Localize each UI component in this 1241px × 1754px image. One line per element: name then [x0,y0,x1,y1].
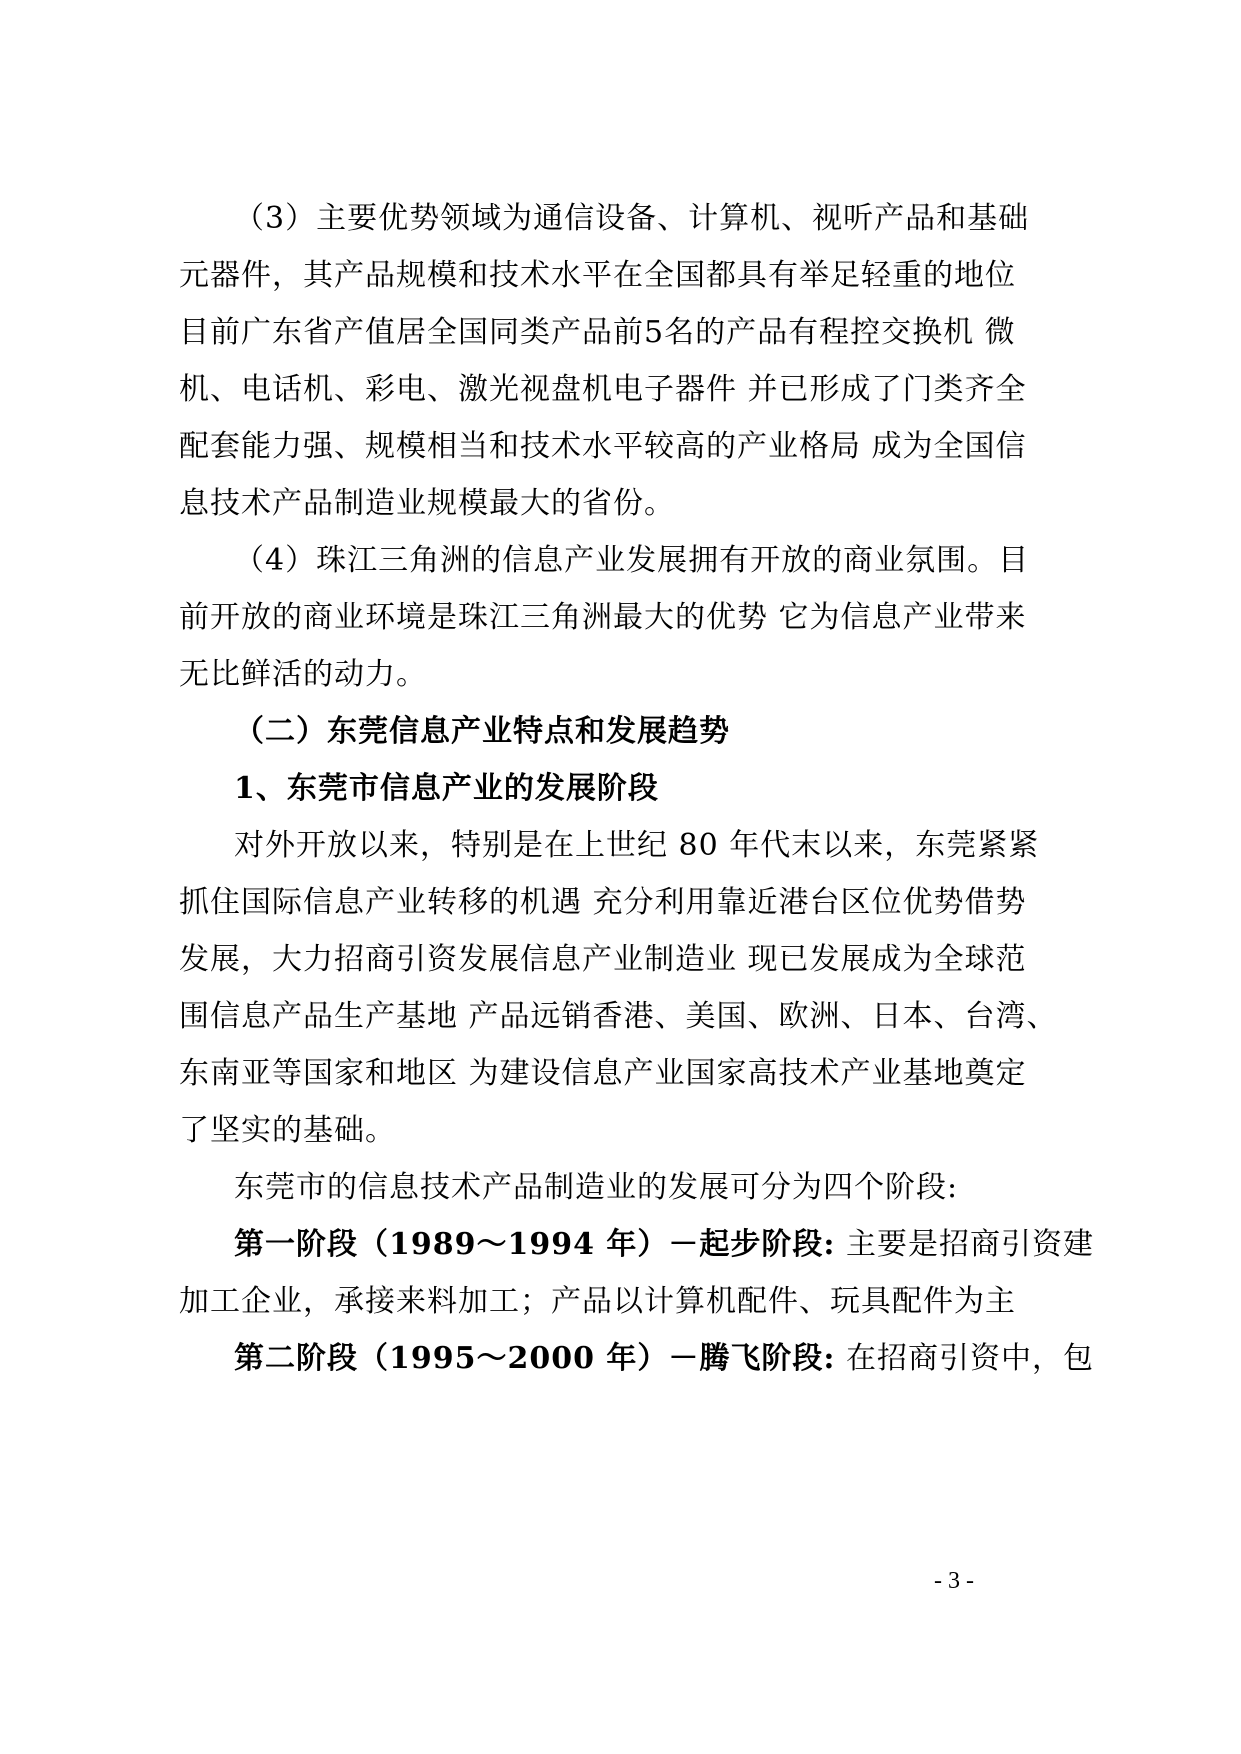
paragraph-line: 抓住国际信息产业转移的机遇 充分利用靠近港台区位优势借势 [179,885,1027,920]
paragraph-line: 前开放的商业环境是珠江三角洲最大的优势 它为信息产业带来 [179,600,1027,635]
stage-one-heading: 第一阶段（1989～1994 年）－起步阶段: [234,1227,836,1262]
paragraph-line: 息技术产品制造业规模最大的省份。 [179,486,675,521]
page-number: - 3 - [934,1568,974,1594]
section-heading: （二）东莞信息产业特点和发展趋势 [234,714,730,749]
stage-two-text: 在招商引资中，包 [835,1341,1095,1376]
stage-two-heading: 第二阶段（1995～2000 年）－腾飞阶段: [234,1341,836,1376]
paragraph-line: 无比鲜活的动力。 [179,657,427,692]
paragraph-line: 元器件，其产品规模和技术水平在全国都具有举足轻重的地位 [179,258,1016,293]
paragraph-line: 配套能力强、规模相当和技术水平较高的产业格局 成为全国信 [179,429,1027,464]
subsection-heading: 1、东莞市信息产业的发展阶段 [234,771,659,806]
paragraph-line: 发展，大力招商引资发展信息产业制造业 现已发展成为全球范 [179,942,1027,977]
paragraph-line: 机、电话机、彩电、激光视盘机电子器件 并已形成了门类齐全 [179,372,1027,407]
stage-one-text: 主要是招商引资建 [835,1227,1095,1262]
paragraph-line: （3）主要优势领域为通信设备、计算机、视听产品和基础 [234,201,1030,236]
paragraph-line: 东南亚等国家和地区 为建设信息产业国家高技术产业基地奠定 [179,1056,1027,1091]
paragraph-line: （4）珠江三角洲的信息产业发展拥有开放的商业氛围。目 [234,543,1030,578]
paragraph-line: 目前广东省产值居全国同类产品前5名的产品有程控交换机 微 [179,315,1016,350]
paragraph-line: 对外开放以来，特别是在上世纪 80 年代末以来，东莞紧紧 [234,828,1040,863]
paragraph-line: 加工企业，承接来料加工；产品以计算机配件、玩具配件为主 [179,1284,1016,1319]
paragraph-line: 围信息产品生产基地 产品远销香港、美国、欧洲、日本、台湾、 [179,999,1058,1034]
paragraph-line: 东莞市的信息技术产品制造业的发展可分为四个阶段: [234,1170,959,1205]
paragraph-line: 了坚实的基础。 [179,1113,396,1148]
stage-one-line [234,1217,1094,1273]
stage-two-line [234,1331,1094,1387]
